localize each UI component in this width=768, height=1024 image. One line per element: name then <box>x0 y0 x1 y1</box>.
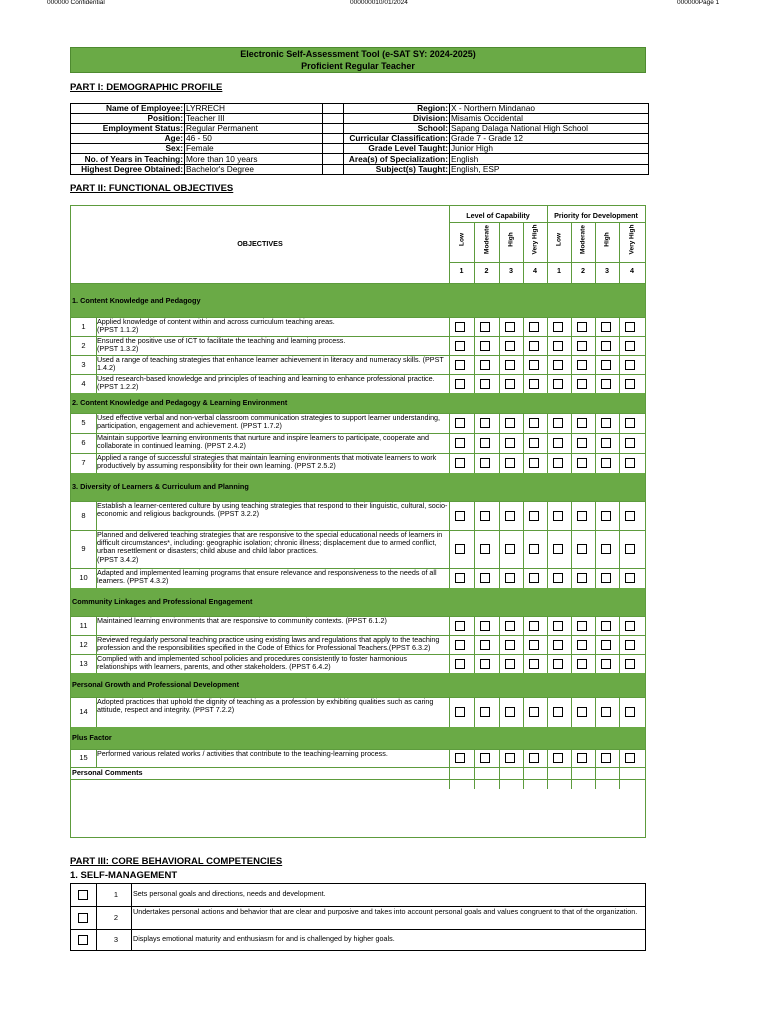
priority-checkbox[interactable] <box>625 573 635 583</box>
objective-text: Maintained learning environments that are responsive to community contexts. (PPST 6.1.2) <box>97 616 387 625</box>
priority-label: Priority for Development <box>554 211 638 220</box>
priority-checkbox[interactable] <box>601 458 611 468</box>
priority-checkbox[interactable] <box>553 544 563 554</box>
priority-checkbox[interactable] <box>577 659 587 669</box>
demographic-row <box>344 124 649 134</box>
priority-checkbox[interactable] <box>625 621 635 631</box>
objective-text: Applied a range of successful strategies that maintain learning environments that motivate learners to work productively by assuming responsibility for their own learning. (PPST 2.5.2) <box>97 453 437 471</box>
demographic-value: English <box>450 154 649 164</box>
form-title-line1: Electronic Self-Assessment Tool (e-SAT SY: 2024-2025) <box>240 49 476 59</box>
capability-checkbox[interactable] <box>529 753 539 763</box>
capability-checkbox[interactable] <box>480 659 490 669</box>
capability-checkbox[interactable] <box>505 640 515 650</box>
demographic-row <box>344 164 649 174</box>
demographic-row <box>344 104 649 114</box>
capability-checkbox[interactable] <box>480 341 490 351</box>
capability-checkbox[interactable] <box>455 418 465 428</box>
objective-number: 13 <box>79 658 88 668</box>
capability-checkbox[interactable] <box>505 707 515 717</box>
capability-checkbox[interactable] <box>480 707 490 717</box>
capability-checkbox[interactable] <box>529 640 539 650</box>
priority-checkbox[interactable] <box>553 438 563 448</box>
header-page: 000000Page 1 <box>677 0 720 6</box>
self-management-table <box>70 883 646 951</box>
priority-checkbox[interactable] <box>553 458 563 468</box>
priority-checkbox[interactable] <box>601 322 611 332</box>
objectives-table <box>70 205 646 838</box>
priority-checkbox[interactable] <box>553 418 563 428</box>
demographic-value: LYRRECH <box>185 104 323 114</box>
objective-number: 4 <box>81 378 86 388</box>
capability-checkbox[interactable] <box>455 544 465 554</box>
capability-checkbox[interactable] <box>529 621 539 631</box>
level-number: 2 <box>581 266 585 275</box>
demographic-value: Grade 7 - Grade 12 <box>450 134 649 144</box>
demographic-spacer <box>323 124 344 134</box>
capability-checkbox[interactable] <box>505 379 515 389</box>
priority-checkbox[interactable] <box>577 438 587 448</box>
objective-text: Used research-based knowledge and principles of teaching and learning to enhance professional practice. (PPST 1.2.2) <box>97 374 435 392</box>
demographic-row <box>71 104 344 114</box>
demographic-label: Name of Employee: <box>71 104 185 114</box>
priority-checkbox[interactable] <box>553 379 563 389</box>
level-number: 1 <box>459 266 464 275</box>
demographic-row <box>344 134 649 144</box>
capability-checkbox[interactable] <box>505 438 515 448</box>
objective-text: Adopted practices that uphold the dignity of teaching as a profession by exhibiting qualities such as caring attitude, respect and integrity. (PPST 7.2.2) <box>97 697 434 715</box>
demographic-label: School: <box>344 124 450 134</box>
competency-checkbox[interactable] <box>78 935 88 945</box>
section-header: 3. Diversity of Learners & Curriculum and Planning <box>71 473 645 501</box>
objective-number: 3 <box>81 359 86 369</box>
capability-checkbox[interactable] <box>505 360 515 370</box>
section-header: 1. Content Knowledge and Pedagogy <box>71 284 645 317</box>
objective-number: 2 <box>81 340 86 350</box>
demographic-label: Age: <box>71 134 185 144</box>
priority-checkbox[interactable] <box>625 418 635 428</box>
objective-text: Maintain supportive learning environments that nurture and inspire learners to participate, cooperate and collaborate in continued learning. (PPST 2.4.2) <box>97 433 430 451</box>
capability-checkbox[interactable] <box>505 458 515 468</box>
objective-number: 11 <box>79 620 88 630</box>
priority-checkbox[interactable] <box>553 621 563 631</box>
level-number: 1 <box>557 266 561 275</box>
section-header: Personal Growth and Professional Development <box>71 673 645 697</box>
demographic-value: X - Northern Mindanao <box>450 104 649 114</box>
objective-text: Used effective verbal and non-verbal classroom communication strategies to support learner understanding, participation, engagement and achievement. (PPST 1.7.2) <box>97 413 441 431</box>
priority-checkbox[interactable] <box>601 544 611 554</box>
demographic-value: Female <box>185 144 323 154</box>
priority-checkbox[interactable] <box>577 511 587 521</box>
capability-checkbox[interactable] <box>480 322 490 332</box>
form-title-line2: Proficient Regular Teacher <box>301 60 415 71</box>
header-date: 000000010/01/2024 <box>350 0 408 6</box>
competency-number: 3 <box>113 934 119 944</box>
form-title <box>70 47 646 73</box>
capability-checkbox[interactable] <box>505 753 515 763</box>
level-number: 3 <box>605 266 609 275</box>
priority-checkbox[interactable] <box>625 360 635 370</box>
demographic-value: Misamis Occidental <box>450 114 649 124</box>
demographic-value: Junior High <box>450 144 649 154</box>
level-label-priority: Moderate <box>579 225 587 254</box>
priority-checkbox[interactable] <box>625 511 635 521</box>
capability-checkbox[interactable] <box>529 379 539 389</box>
demographic-right-table <box>343 103 649 175</box>
priority-checkbox[interactable] <box>625 659 635 669</box>
priority-checkbox[interactable] <box>625 341 635 351</box>
priority-checkbox[interactable] <box>601 640 611 650</box>
section-header: Community Linkages and Professional Engagement <box>71 588 645 616</box>
demographic-row <box>71 114 344 124</box>
demographic-label: No. of Years in Teaching: <box>71 154 185 164</box>
capability-checkbox[interactable] <box>455 458 465 468</box>
objective-number: 10 <box>79 573 88 582</box>
objective-text: Establish a learner-centered culture by using teaching strategies that respond to their linguistic, cultural, socio-economic and religious backgrounds. (PPST 3.2.2) <box>97 501 448 519</box>
priority-checkbox[interactable] <box>601 418 611 428</box>
capability-checkbox[interactable] <box>529 659 539 669</box>
capability-checkbox[interactable] <box>480 573 490 583</box>
capability-checkbox[interactable] <box>480 379 490 389</box>
demographic-value: 46 - 50 <box>185 134 323 144</box>
capability-label: Level of Capability <box>466 211 530 220</box>
objective-text: Reviewed regularly personal teaching practice using existing laws and regulations that apply to the teaching profession and the responsibilities specified in the Code of Ethics for Professional Teachers.(PPST 6.3.2) <box>97 635 440 653</box>
capability-checkbox[interactable] <box>480 458 490 468</box>
level-number: 3 <box>509 266 513 275</box>
capability-checkbox[interactable] <box>480 360 490 370</box>
capability-checkbox[interactable] <box>529 360 539 370</box>
capability-checkbox[interactable] <box>455 322 465 332</box>
competency-text: Undertakes personal actions and behavior that are clear and purposive and takes into account personal goals and values congruent to that of the organization. <box>133 907 638 916</box>
competency-number: 1 <box>113 890 119 899</box>
capability-checkbox[interactable] <box>480 753 490 763</box>
priority-checkbox[interactable] <box>577 621 587 631</box>
capability-checkbox[interactable] <box>529 573 539 583</box>
demographic-spacer <box>323 164 344 174</box>
demographic-value: Bachelor's Degree <box>185 164 323 174</box>
demographic-row <box>71 164 344 174</box>
priority-checkbox[interactable] <box>601 621 611 631</box>
capability-checkbox[interactable] <box>455 438 465 448</box>
demographic-row <box>71 144 344 154</box>
priority-checkbox[interactable] <box>553 322 563 332</box>
priority-checkbox[interactable] <box>601 341 611 351</box>
objective-text: Planned and delivered teaching strategies that are responsive to the special educational needs of learners in difficult circumstances*, including: geographic isolation; chronic illness; displacement due to armed conflict, urban resettlement or disasters; child abuse and child labor practices. (PPST 3.4.2) <box>97 530 443 564</box>
priority-checkbox[interactable] <box>625 753 635 763</box>
level-number: 4 <box>533 266 537 275</box>
demographic-row <box>344 114 649 124</box>
level-number: 4 <box>630 266 634 275</box>
personal-comments-label: Personal Comments <box>72 768 143 777</box>
capability-checkbox[interactable] <box>480 621 490 631</box>
priority-checkbox[interactable] <box>601 753 611 763</box>
level-label-priority: Low <box>555 233 563 246</box>
capability-checkbox[interactable] <box>455 640 465 650</box>
priority-checkbox[interactable] <box>601 659 611 669</box>
level-label-priority: Very High <box>628 224 636 255</box>
priority-checkbox[interactable] <box>601 707 611 717</box>
capability-checkbox[interactable] <box>455 511 465 521</box>
capability-checkbox[interactable] <box>480 418 490 428</box>
demographic-value: English, ESP <box>450 164 649 174</box>
demographic-spacer <box>323 104 344 114</box>
capability-checkbox[interactable] <box>505 511 515 521</box>
demographic-value: More than 10 years <box>185 154 323 164</box>
objective-number: 6 <box>81 438 86 447</box>
priority-checkbox[interactable] <box>601 511 611 521</box>
capability-checkbox[interactable] <box>505 621 515 631</box>
part1-heading: PART I: DEMOGRAPHIC PROFILE <box>70 82 223 93</box>
priority-checkbox[interactable] <box>625 544 635 554</box>
level-number: 2 <box>484 266 489 275</box>
demographic-label: Sex: <box>71 144 185 154</box>
priority-checkbox[interactable] <box>553 659 563 669</box>
demographic-label: Division: <box>344 114 450 124</box>
objective-number: 15 <box>79 753 88 762</box>
part2-heading: PART II: FUNCTIONAL OBJECTIVES <box>70 183 234 194</box>
objective-number: 1 <box>81 321 86 331</box>
demographic-spacer <box>323 134 344 144</box>
capability-checkbox[interactable] <box>529 544 539 554</box>
capability-checkbox[interactable] <box>480 544 490 554</box>
capability-checkbox[interactable] <box>455 753 465 763</box>
competency-checkbox[interactable] <box>78 913 88 923</box>
capability-checkbox[interactable] <box>455 341 465 351</box>
objective-number: 5 <box>81 418 86 427</box>
level-label-priority: High <box>603 232 611 247</box>
priority-checkbox[interactable] <box>625 458 635 468</box>
demographic-label: Employment Status: <box>71 124 185 134</box>
demographic-label: Highest Degree Obtained: <box>71 164 185 174</box>
demographic-left-table <box>70 103 344 175</box>
priority-checkbox[interactable] <box>601 360 611 370</box>
capability-checkbox[interactable] <box>529 511 539 521</box>
grid-line <box>96 884 97 950</box>
capability-checkbox[interactable] <box>480 511 490 521</box>
objective-text: Adapted and implemented learning programs that ensure relevance and responsiveness to the needs of all learners. (PPST 4.3.2) <box>97 568 437 586</box>
capability-checkbox[interactable] <box>529 322 539 332</box>
priority-checkbox[interactable] <box>553 707 563 717</box>
priority-checkbox[interactable] <box>577 458 587 468</box>
priority-checkbox[interactable] <box>577 753 587 763</box>
priority-checkbox[interactable] <box>553 640 563 650</box>
level-label-capability: Moderate <box>483 225 490 254</box>
demographic-spacer <box>323 114 344 124</box>
capability-checkbox[interactable] <box>505 659 515 669</box>
demographic-label: Region: <box>344 104 450 114</box>
capability-checkbox[interactable] <box>529 707 539 717</box>
capability-checkbox[interactable] <box>529 418 539 428</box>
demographic-row <box>344 144 649 154</box>
section-header: Plus Factor <box>71 727 645 749</box>
objective-number: 7 <box>81 458 86 467</box>
capability-checkbox[interactable] <box>529 438 539 448</box>
competency-number: 2 <box>113 912 119 922</box>
demographic-row <box>71 124 344 134</box>
capability-checkbox[interactable] <box>455 360 465 370</box>
priority-checkbox[interactable] <box>553 753 563 763</box>
objective-text: Ensured the positive use of ICT to facilitate the teaching and learning process. (PPST 1.3.2) <box>97 336 346 354</box>
priority-checkbox[interactable] <box>577 640 587 650</box>
priority-checkbox[interactable] <box>601 438 611 448</box>
objective-number: 8 <box>81 510 86 520</box>
priority-checkbox[interactable] <box>577 418 587 428</box>
objective-text: Used a range of teaching strategies that enhance learner achievement in literacy and numeracy skills. (PPST 1.4.2) <box>97 355 444 373</box>
demographic-value: Sapang Dalaga National High School <box>450 124 649 134</box>
priority-checkbox[interactable] <box>577 379 587 389</box>
demographic-row <box>71 154 344 164</box>
capability-checkbox[interactable] <box>455 573 465 583</box>
demographic-label: Area(s) of Specialization: <box>344 154 450 164</box>
objective-text: Performed various related works / activities that contribute to the teaching-learning process. <box>97 749 388 758</box>
capability-checkbox[interactable] <box>529 341 539 351</box>
capability-checkbox[interactable] <box>505 322 515 332</box>
capability-checkbox[interactable] <box>480 640 490 650</box>
capability-checkbox[interactable] <box>505 418 515 428</box>
priority-checkbox[interactable] <box>625 640 635 650</box>
priority-checkbox[interactable] <box>577 322 587 332</box>
priority-checkbox[interactable] <box>625 379 635 389</box>
section-header: 2. Content Knowledge and Pedagogy & Learning Environment <box>71 393 645 413</box>
objective-number: 12 <box>79 639 88 649</box>
priority-checkbox[interactable] <box>553 573 563 583</box>
row-line <box>71 929 645 930</box>
objective-number: 14 <box>79 707 88 716</box>
demographic-value: Regular Permanent <box>185 124 323 134</box>
demographic-spacer <box>323 144 344 154</box>
competency-text: Displays emotional maturity and enthusiasm for and is challenged by higher goals. <box>133 934 395 943</box>
capability-checkbox[interactable] <box>505 544 515 554</box>
priority-checkbox[interactable] <box>577 707 587 717</box>
capability-checkbox[interactable] <box>455 707 465 717</box>
priority-checkbox[interactable] <box>601 379 611 389</box>
demographic-label: Grade Level Taught: <box>344 144 450 154</box>
demographic-row <box>71 134 344 144</box>
level-label-capability: Low <box>458 233 465 246</box>
capability-checkbox[interactable] <box>480 438 490 448</box>
competency-text: Sets personal goals and directions, needs and development. <box>133 889 326 898</box>
priority-checkbox[interactable] <box>577 341 587 351</box>
demographic-value: Teacher III <box>185 114 323 124</box>
capability-checkbox[interactable] <box>455 621 465 631</box>
level-label-capability: Very High <box>531 224 539 255</box>
priority-checkbox[interactable] <box>625 438 635 448</box>
priority-checkbox[interactable] <box>553 341 563 351</box>
header-confidential: 000000 Confidential <box>47 0 105 6</box>
demographic-row <box>344 154 649 164</box>
capability-checkbox[interactable] <box>505 573 515 583</box>
priority-checkbox[interactable] <box>553 511 563 521</box>
level-label-capability: High <box>507 232 515 247</box>
demographic-label: Position: <box>71 114 185 124</box>
part3-heading: PART III: CORE BEHAVIORAL COMPETENCIES <box>70 856 283 867</box>
objectives-label: OBJECTIVES <box>237 239 283 248</box>
priority-checkbox[interactable] <box>625 322 635 332</box>
priority-checkbox[interactable] <box>553 360 563 370</box>
demographic-label: Subject(s) Taught: <box>344 164 450 174</box>
personal-comments-input[interactable] <box>71 780 645 837</box>
priority-checkbox[interactable] <box>601 573 611 583</box>
priority-checkbox[interactable] <box>625 707 635 717</box>
capability-checkbox[interactable] <box>455 659 465 669</box>
objective-text: Applied knowledge of content within and across curriculum teaching areas. (PPST 1.1.2) <box>97 317 335 335</box>
priority-checkbox[interactable] <box>577 544 587 554</box>
grid-line <box>131 884 132 950</box>
priority-checkbox[interactable] <box>577 573 587 583</box>
capability-checkbox[interactable] <box>455 379 465 389</box>
objective-text: Complied with and implemented school policies and procedures consistently to foster harmonious relationships with learners, parents, and other stakeholders. (PPST 6.4.2) <box>97 654 408 672</box>
demographic-label: Curricular Classification: <box>344 134 450 144</box>
competency-checkbox[interactable] <box>78 890 88 900</box>
priority-checkbox[interactable] <box>577 360 587 370</box>
objective-number: 9 <box>81 544 86 553</box>
capability-checkbox[interactable] <box>505 341 515 351</box>
demographic-spacer <box>323 154 344 164</box>
capability-checkbox[interactable] <box>529 458 539 468</box>
self-management-heading: 1. SELF-MANAGEMENT <box>70 870 178 881</box>
